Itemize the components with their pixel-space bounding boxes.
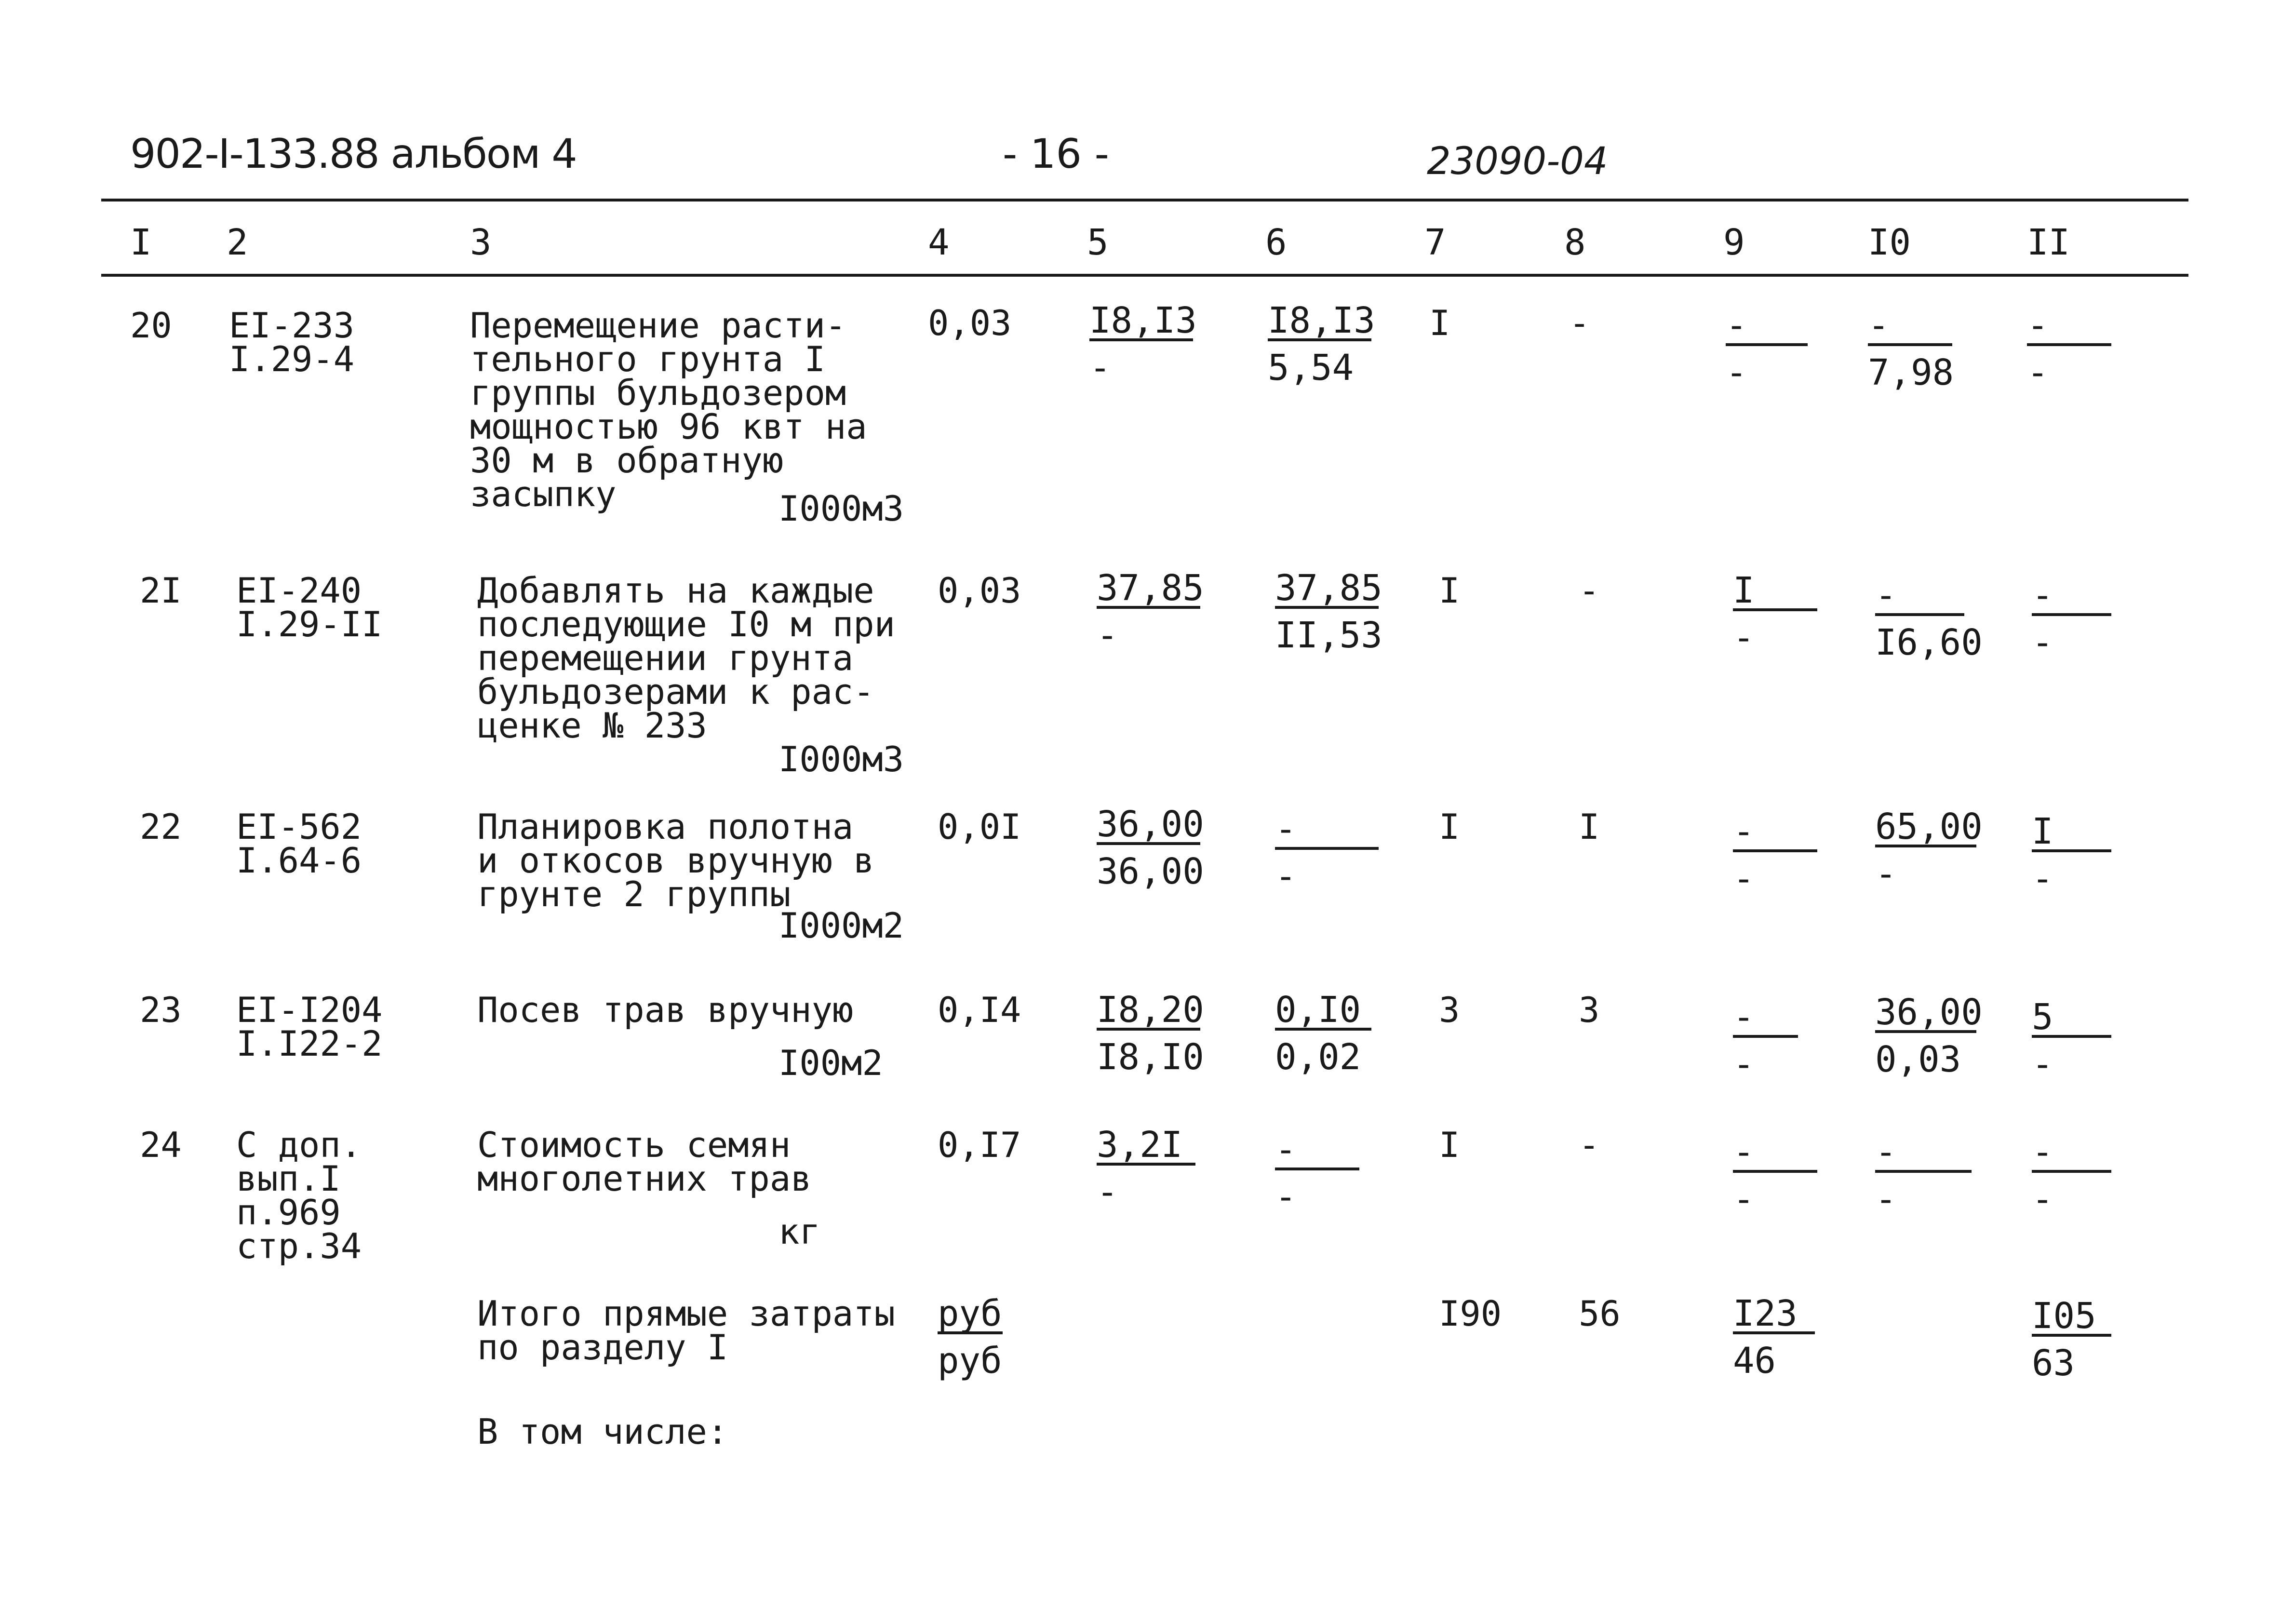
- column-number: I0: [1868, 222, 1911, 263]
- quantity: 0,03: [938, 570, 1021, 611]
- norm-code: EI-I204 I.I22-2: [236, 990, 383, 1064]
- col7-value: I: [1439, 570, 1460, 611]
- row-number: 22: [140, 806, 182, 847]
- column-number: 3: [470, 222, 492, 263]
- work-description: Стоимость семян многолетних трав: [477, 1125, 812, 1199]
- col6-fraction: $\frac{37,85}{II,53}$: [1275, 567, 1382, 656]
- col7-value: I: [1429, 303, 1450, 343]
- col8-value: -: [1579, 570, 1600, 611]
- col9-fraction: - -: [1733, 815, 1817, 896]
- quantity: 0,03: [928, 303, 1012, 343]
- col7-value: I: [1439, 1125, 1460, 1165]
- col11-fraction: - -: [2032, 1135, 2111, 1216]
- col11-fraction: I -: [2032, 815, 2111, 896]
- document-code: 23090-04: [1427, 140, 1608, 183]
- col5-fraction: $\frac{I8,20}{I8,I0}$: [1097, 989, 1204, 1078]
- col10-fraction: $\frac{36,00}{0,03}$: [1875, 992, 1983, 1080]
- header-rule-top: [101, 199, 2188, 201]
- unit-of-measure: I000м3: [778, 488, 904, 529]
- work-description: Перемещение расти- тельного грунта I группы бульдозером мощностью 96 квт на 30 м в обратную засыпку: [470, 305, 867, 514]
- document-designation: 902-I-133.88 альбом 4: [130, 130, 577, 177]
- column-number: 4: [928, 222, 950, 263]
- norm-code: EI-233 I.29-4: [229, 305, 355, 379]
- total-col9-fraction: $\frac{I23}{46}$: [1733, 1297, 1815, 1378]
- col11-fraction: 5 -: [2032, 1000, 2111, 1081]
- including-label: В том числе:: [477, 1411, 728, 1452]
- column-number: 7: [1424, 222, 1446, 263]
- col5-fraction: I8,I3 -: [1089, 300, 1197, 389]
- column-number: I: [130, 222, 152, 263]
- work-description: Добавлять на каждые последующие I0 м при перемещении грунта бульдозерами к рас- ценке № 233: [477, 570, 895, 746]
- row-number: 23: [140, 990, 182, 1030]
- work-description: Посев трав вручную: [477, 990, 854, 1030]
- col8-value: -: [1569, 303, 1590, 343]
- col6-fraction: - -: [1275, 812, 1379, 893]
- column-number: 8: [1564, 222, 1586, 263]
- col6-fraction: - -: [1275, 1133, 1359, 1214]
- col9-fraction: - -: [1726, 309, 1808, 389]
- column-number: II: [2027, 222, 2070, 263]
- col7-value: I: [1439, 806, 1460, 847]
- col10-fraction: - 7,98: [1868, 305, 1954, 393]
- col10-fraction: - I6,60: [1875, 575, 1983, 663]
- col5-fraction: $\frac{36,00}{36,00}$: [1097, 804, 1204, 892]
- column-number: 2: [227, 222, 248, 263]
- quantity: 0,I4: [938, 990, 1021, 1030]
- col8-value: I: [1579, 806, 1600, 847]
- total-label: Итого прямые затраты по разделу I: [477, 1293, 895, 1368]
- unit-of-measure: I000м3: [778, 739, 904, 779]
- total-col11-fraction: $\frac{I05}{63}$: [2032, 1299, 2111, 1380]
- col10-fraction: 65,00 -: [1875, 806, 1983, 895]
- col8-value: 3: [1579, 990, 1600, 1030]
- col9-fraction: - -: [1733, 1135, 1817, 1216]
- row-number: 20: [130, 305, 172, 346]
- col9-fraction: - -: [1733, 1000, 1798, 1081]
- row-number: 24: [140, 1125, 182, 1165]
- page-number: - 16 -: [1003, 130, 1109, 177]
- work-description: Планировка полотна и откосов вручную в грунте 2 группы: [477, 806, 874, 914]
- unit-of-measure: I000м2: [778, 905, 904, 946]
- norm-code: EI-562 I.64-6: [236, 806, 362, 881]
- col11-fraction: - -: [2032, 578, 2111, 659]
- total-col4-fraction: руб руб: [938, 1293, 1002, 1382]
- quantity: 0,0I: [938, 806, 1021, 847]
- total-col7-value: I90: [1439, 1293, 1502, 1334]
- unit-of-measure: I00м2: [778, 1043, 883, 1083]
- col11-fraction: - -: [2027, 309, 2111, 389]
- column-number: 6: [1265, 222, 1287, 263]
- col6-fraction: $\frac{0,I0}{0,02}$: [1275, 993, 1371, 1074]
- unit-of-measure: кг: [778, 1211, 820, 1252]
- row-number: 2I: [140, 570, 182, 611]
- col9-fraction: I -: [1733, 574, 1817, 655]
- total-col8-value: 56: [1579, 1293, 1621, 1334]
- col6-fraction: $\frac{I8,I3}{5,54}$: [1268, 300, 1375, 389]
- col8-value: -: [1579, 1125, 1600, 1165]
- column-number: 9: [1723, 222, 1745, 263]
- quantity: 0,I7: [938, 1125, 1021, 1165]
- col7-value: 3: [1439, 990, 1460, 1030]
- norm-code: EI-240 I.29-II: [236, 570, 383, 644]
- col5-fraction: 3,2I -: [1097, 1128, 1195, 1209]
- column-number: 5: [1087, 222, 1109, 263]
- col10-fraction: - -: [1875, 1135, 1972, 1216]
- col5-fraction: 37,85 -: [1097, 567, 1204, 656]
- header-rule-bottom: [101, 274, 2188, 277]
- norm-code: С доп. вып.I п.969 стр.34: [236, 1125, 362, 1266]
